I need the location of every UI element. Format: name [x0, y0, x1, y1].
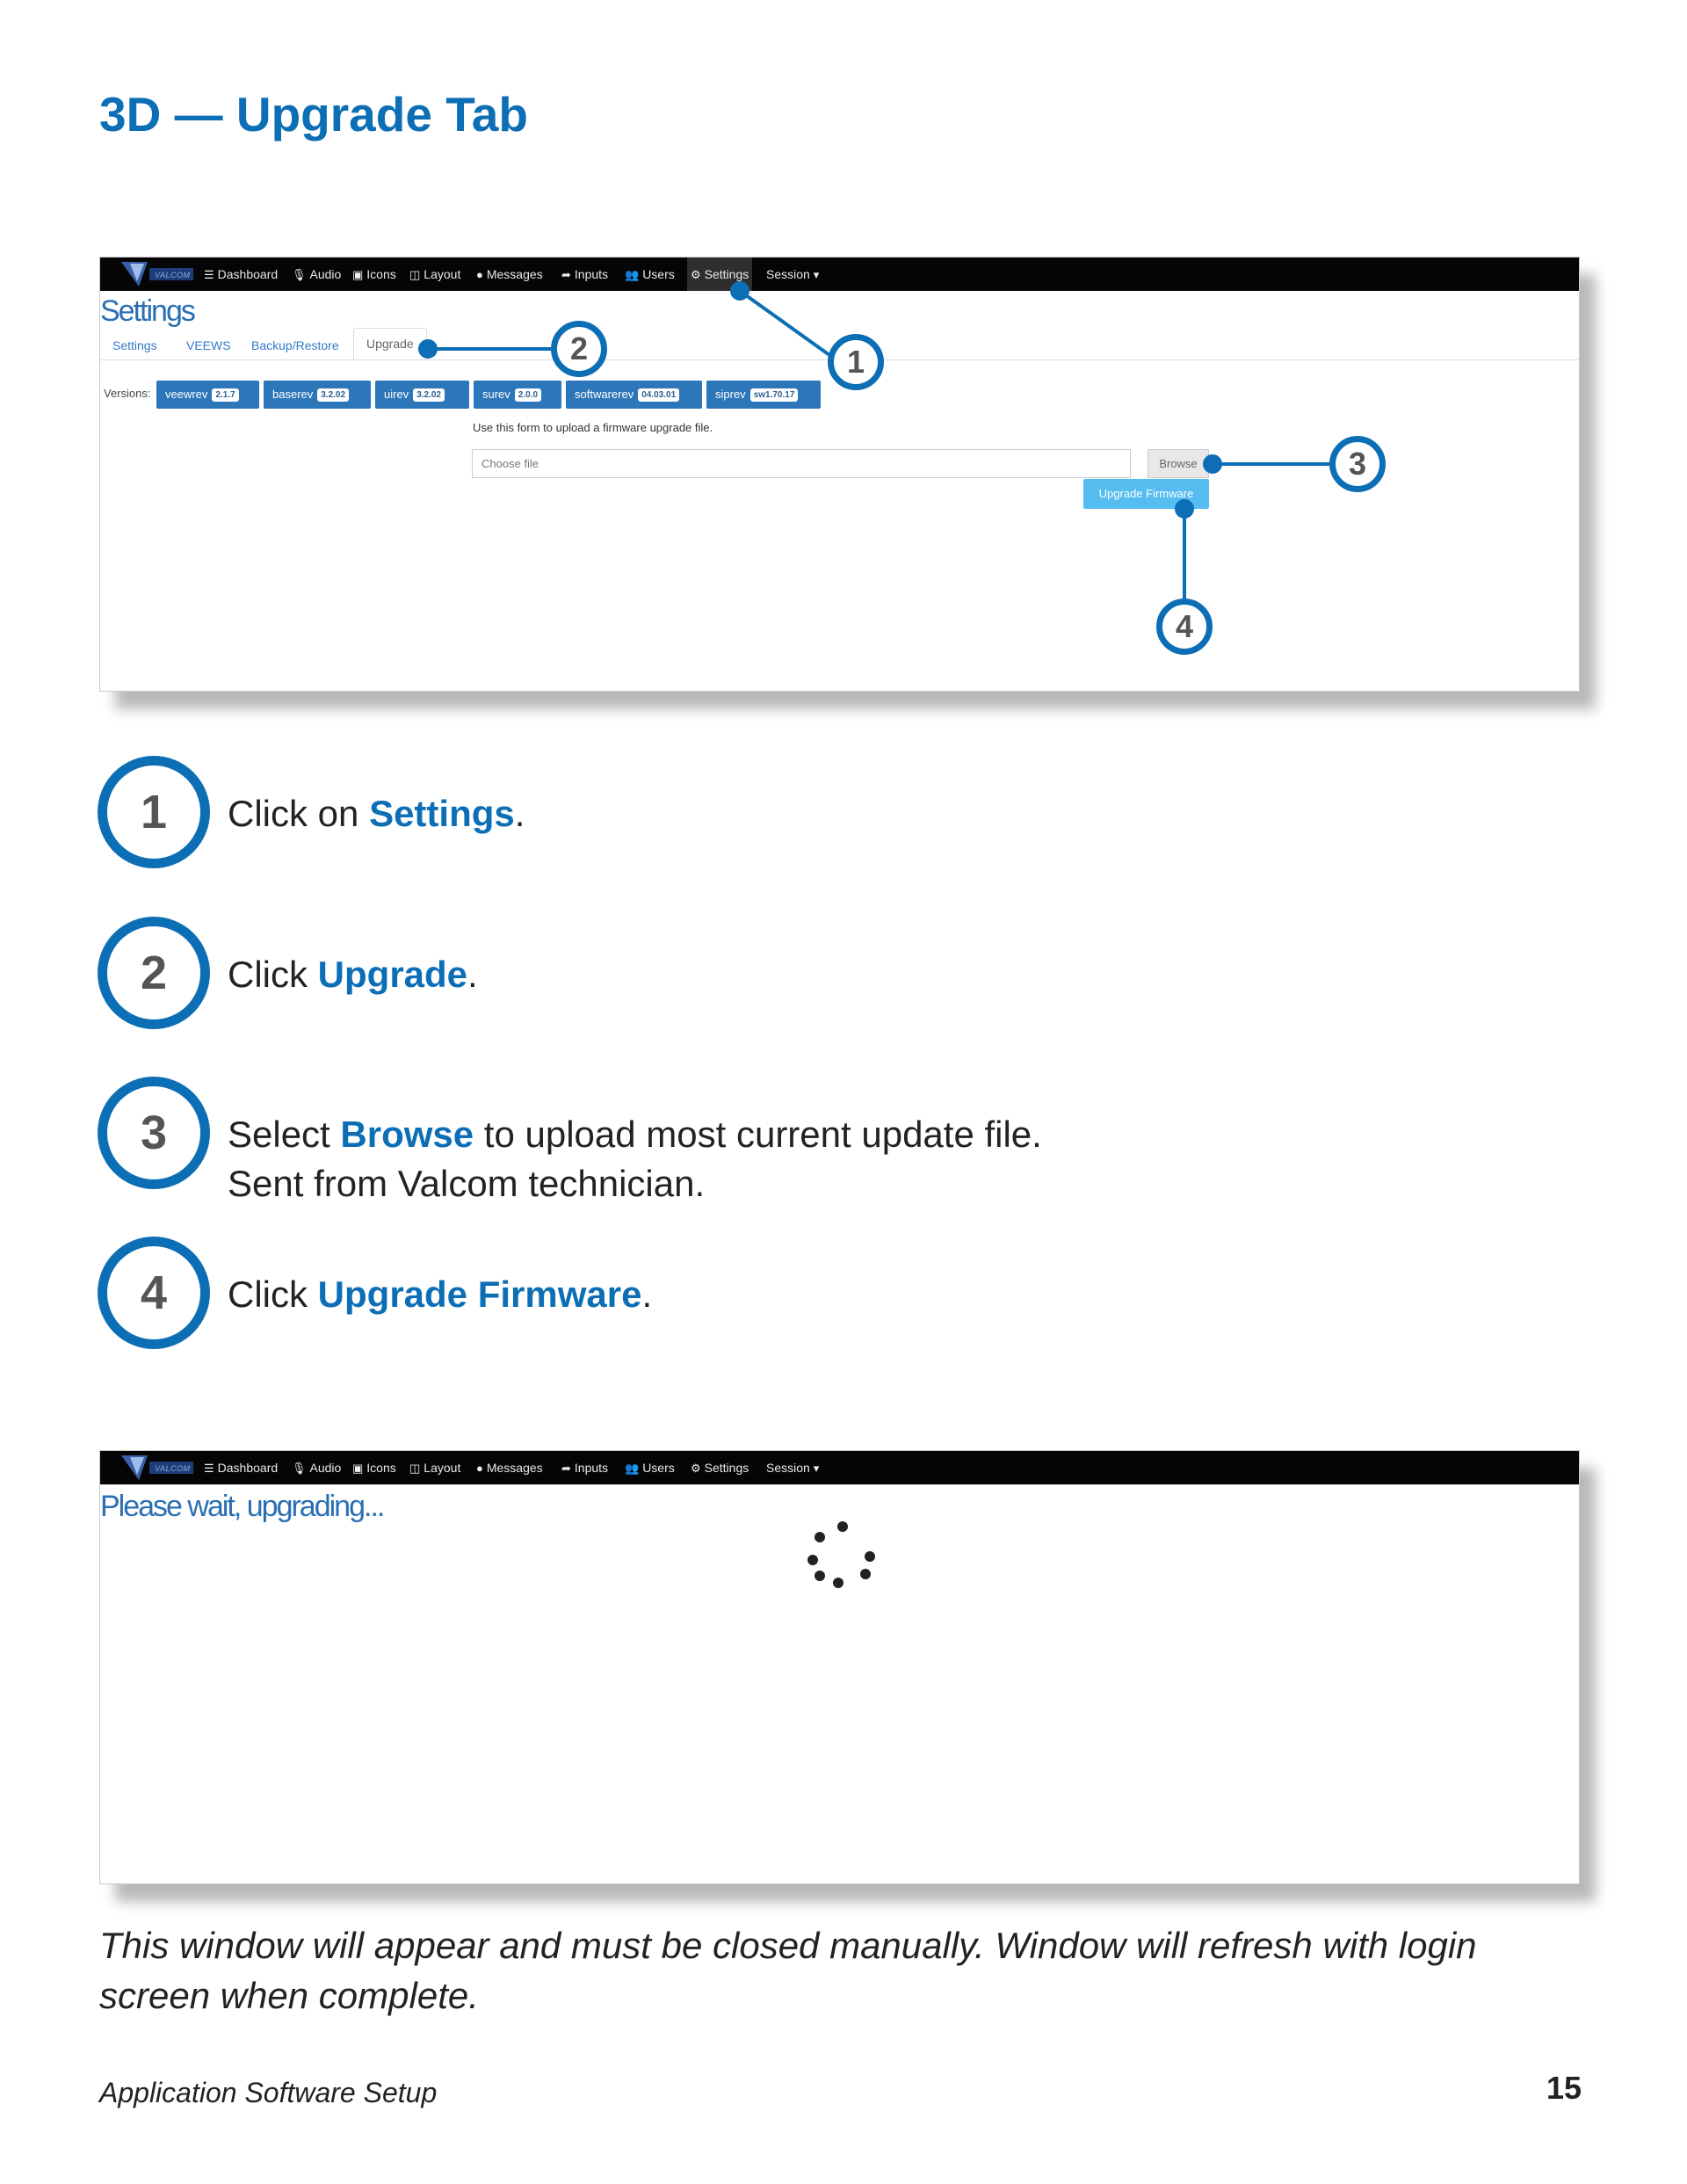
nav-label: Session: [766, 1461, 810, 1475]
callout-1: 1: [828, 334, 884, 390]
users-icon: 👥: [625, 1462, 640, 1475]
nav-label: Dashboard: [217, 1461, 279, 1475]
spinner-dot: [815, 1532, 825, 1542]
please-wait-heading: Please wait, upgrading...: [100, 1490, 384, 1523]
tab-upgrade[interactable]: Upgrade: [353, 328, 427, 359]
logo-text: VALCOM: [155, 271, 191, 279]
nav-icons[interactable]: [352, 1451, 396, 1484]
nav-label: Messages: [486, 1461, 543, 1475]
version-value: sw1.70.17: [750, 388, 799, 402]
nav-messages[interactable]: [476, 258, 543, 291]
nav-label: Audio: [309, 1461, 342, 1475]
step-3-badge: 3: [98, 1077, 210, 1189]
nav-label: Inputs: [574, 267, 609, 281]
callout-3: 3: [1329, 436, 1386, 492]
nav-users[interactable]: [625, 258, 675, 291]
version-value: 2.0.0: [515, 388, 541, 402]
step-4-badge: 4: [98, 1237, 210, 1349]
nav-label: Messages: [486, 267, 543, 281]
nav-messages[interactable]: [476, 1451, 543, 1484]
microphone-icon: 🎙: [292, 268, 307, 281]
nav-layout[interactable]: [409, 1451, 460, 1484]
nav-settings[interactable]: [687, 258, 752, 291]
valcom-logo: [118, 1454, 197, 1482]
nav-label: Session: [766, 267, 810, 281]
step-text-pre: Click: [228, 1273, 318, 1315]
caret-down-icon: ▾: [813, 1462, 820, 1475]
closing-note: This window will appear and must be closed manually. Window will refresh with login screen when complete.: [99, 1925, 1477, 2016]
step-highlight: Settings: [369, 793, 515, 834]
page-number: 15: [1546, 2070, 1582, 2106]
nav-label: Icons: [366, 267, 396, 281]
nav-dashboard[interactable]: [204, 1451, 278, 1484]
share-arrow-icon: ➦: [561, 268, 571, 281]
columns-icon: ◫: [409, 268, 421, 281]
nav-label: Dashboard: [217, 267, 279, 281]
file-chooser-input[interactable]: Choose file: [472, 449, 1131, 478]
version-name: uirev: [384, 388, 409, 401]
image-icon: ▣: [352, 1462, 364, 1475]
step-text-pre: Click on: [228, 793, 370, 834]
nav-session[interactable]: [766, 1451, 822, 1484]
step-1-badge: 1: [98, 756, 210, 868]
version-softwarerev: [566, 381, 702, 409]
version-uirev: [375, 381, 469, 409]
version-name: softwarerev: [575, 388, 634, 401]
share-arrow-icon: ➦: [561, 1462, 571, 1475]
nav-dashboard[interactable]: [204, 258, 278, 291]
version-surev: [474, 381, 561, 409]
step-text-post: to upload most current update file.: [474, 1114, 1042, 1155]
tab-settings[interactable]: Settings: [112, 338, 157, 352]
spinner-dot: [833, 1578, 844, 1588]
page-title: 3D — Upgrade Tab: [99, 87, 528, 141]
upgrading-screenshot: [99, 1450, 1580, 1884]
step-text-post: .: [514, 793, 525, 834]
nav-label: Users: [642, 267, 675, 281]
nav-label: Inputs: [574, 1461, 609, 1475]
nav-label: Users: [642, 1461, 675, 1475]
users-icon: 👥: [625, 268, 640, 281]
spinner-dot: [807, 1555, 818, 1565]
step-2-badge: 2: [98, 917, 210, 1029]
valcom-logo: [118, 260, 197, 288]
tab-backup-restore[interactable]: Backup/Restore: [251, 338, 339, 352]
navbar: [100, 1451, 1579, 1484]
columns-icon: ◫: [409, 1462, 421, 1475]
gear-icon: ⚙: [691, 268, 701, 281]
gear-icon: ⚙: [691, 1462, 701, 1475]
version-name: siprev: [715, 388, 746, 401]
nav-inputs[interactable]: [561, 1451, 608, 1484]
upload-help-text: Use this form to upload a firmware upgrade file.: [473, 421, 713, 434]
nav-inputs[interactable]: [561, 258, 608, 291]
nav-settings[interactable]: [691, 1451, 749, 1484]
step-text-post: .: [641, 1273, 653, 1315]
callout-2: 2: [551, 321, 607, 377]
navbar: [100, 258, 1579, 291]
spinner-dot: [860, 1569, 871, 1579]
version-value: 2.1.7: [212, 388, 238, 402]
step-text-post: .: [467, 954, 478, 995]
image-icon: ▣: [352, 268, 364, 281]
step-highlight: Browse: [340, 1114, 474, 1155]
step-3-text: [228, 1110, 1042, 1208]
version-veewrev: [156, 381, 259, 409]
version-name: baserev: [272, 388, 314, 401]
nav-users[interactable]: [625, 1451, 675, 1484]
nav-audio[interactable]: [292, 1451, 341, 1484]
nav-label: Settings: [704, 267, 749, 281]
version-value: 04.03.01: [638, 388, 679, 402]
version-baserev: [264, 381, 371, 409]
nav-audio[interactable]: [292, 258, 341, 291]
logo-text: VALCOM: [155, 1464, 191, 1473]
nav-icons[interactable]: [352, 258, 396, 291]
list-icon: ☰: [204, 1462, 214, 1475]
spinner-dot: [815, 1571, 825, 1581]
list-icon: ☰: [204, 268, 214, 281]
step-highlight: Upgrade: [317, 954, 468, 995]
tab-veews[interactable]: VEEWS: [186, 338, 231, 352]
step-text-pre: Select: [228, 1114, 341, 1155]
version-value: 3.2.02: [317, 388, 349, 402]
callout-4: 4: [1156, 599, 1213, 655]
microphone-icon: 🎙: [292, 1462, 307, 1475]
nav-label: Icons: [366, 1461, 396, 1475]
upgrade-firmware-button[interactable]: Upgrade Firmware: [1083, 479, 1209, 509]
settings-heading: Settings: [100, 294, 194, 328]
nav-label: Audio: [309, 267, 342, 281]
step-highlight: Upgrade Firmware: [317, 1273, 642, 1315]
version-name: surev: [482, 388, 510, 401]
chat-bubble-icon: ●: [476, 268, 483, 281]
versions-label: Versions:: [104, 387, 151, 400]
nav-label: Settings: [704, 1461, 749, 1475]
browse-button[interactable]: Browse: [1148, 449, 1209, 478]
version-value: 3.2.02: [413, 388, 445, 402]
version-siprev: [706, 381, 821, 409]
chat-bubble-icon: ●: [476, 1462, 483, 1475]
spinner-dot: [837, 1521, 848, 1532]
step-4-text: [228, 1270, 652, 1319]
caret-down-icon: ▾: [813, 268, 820, 281]
loading-spinner-icon: [807, 1521, 878, 1592]
step-2-text: [228, 950, 478, 999]
nav-label: Layout: [424, 1461, 461, 1475]
step-text-line2: Sent from Valcom technician.: [228, 1163, 706, 1204]
step-text-pre: Click: [228, 954, 318, 995]
nav-label: Layout: [424, 267, 461, 281]
step-1-text: [228, 789, 525, 838]
spinner-dot: [865, 1551, 875, 1562]
nav-session[interactable]: [766, 258, 822, 291]
footer-section-title: Application Software Setup: [99, 2077, 438, 2108]
version-name: veewrev: [165, 388, 208, 401]
nav-layout[interactable]: [409, 258, 460, 291]
